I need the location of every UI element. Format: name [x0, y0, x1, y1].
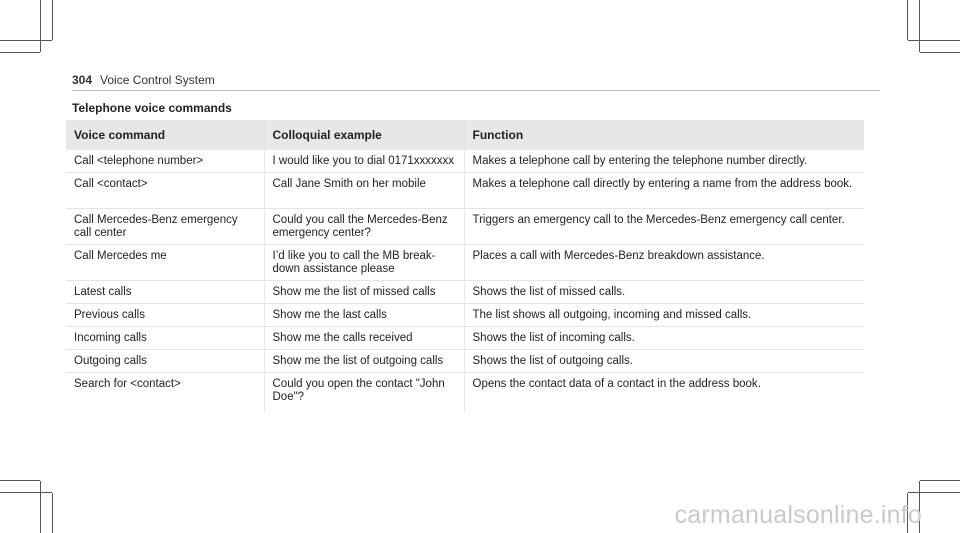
crop-mark [0, 480, 40, 481]
cell-example: I’d like you to call the MB break-down assistance please [264, 245, 464, 281]
cell-command: Incoming calls [66, 327, 264, 350]
cell-function: Triggers an emergency call to the Mercedes-Benz emergency call center. [464, 209, 864, 245]
page-header [72, 73, 880, 87]
column-header-colloquial-example: Colloquial example [264, 120, 464, 150]
page-title: Telephone voice commands [72, 101, 232, 115]
cell-command: Outgoing calls [66, 350, 264, 373]
cell-example: Show me the calls received [264, 327, 464, 350]
cell-example: Call Jane Smith on her mobile [264, 173, 464, 209]
crop-mark [0, 40, 52, 41]
table-row [66, 245, 864, 281]
table-row [66, 350, 864, 373]
cell-function: Makes a telephone call directly by entering a name from the address book. [464, 173, 864, 209]
section-name: Voice Control System [100, 73, 215, 87]
crop-mark [40, 0, 41, 52]
cell-command: Search for <contact> [74, 378, 181, 390]
crop-mark [920, 480, 960, 481]
cell-command: Call <telephone number> [66, 150, 264, 173]
column-header-voice-command: Voice command [66, 120, 264, 150]
crop-mark [920, 52, 960, 53]
cell-example: I would like you to dial 0171xxxxxxx [264, 150, 464, 173]
header-divider [72, 90, 880, 91]
crop-mark [52, 0, 53, 40]
table-row [66, 327, 864, 350]
cell-function: Opens the contact data of a contact in the address book. [464, 373, 864, 413]
crop-mark [40, 481, 41, 533]
cell-function: Places a call with Mercedes-Benz breakdown assistance. [464, 245, 864, 281]
crop-mark [0, 492, 52, 493]
table-row [66, 304, 864, 327]
page-number: 304 [72, 73, 93, 87]
crop-mark [908, 492, 960, 493]
table-row [66, 209, 864, 245]
table-header-row [66, 120, 864, 150]
watermark: carmanualsonline.info [674, 501, 922, 529]
table-row [66, 150, 864, 173]
cell-function: Shows the list of outgoing calls. [464, 350, 864, 373]
table-row [66, 173, 864, 209]
cell-example: Show me the list of outgoing calls [264, 350, 464, 373]
crop-mark [52, 493, 53, 533]
cell-function: Shows the list of incoming calls. [464, 327, 864, 350]
cell-command: Call <contact> [66, 173, 264, 209]
cell-example: Show me the list of missed calls [264, 281, 464, 304]
cell-command: Previous calls [66, 304, 264, 327]
cell-example: Could you call the Mercedes-Benz emergency center? [264, 209, 464, 245]
table-row [66, 373, 864, 413]
cell-function: The list shows all outgoing, incoming and missed calls. [464, 304, 864, 327]
column-header-function: Function [464, 120, 864, 150]
cell-example: Could you open the contact "John Doe"? [264, 373, 464, 413]
cell-command: Call Mercedes me [66, 245, 264, 281]
cell-example: Show me the last calls [264, 304, 464, 327]
crop-mark [908, 40, 960, 41]
voice-commands-table [66, 120, 864, 412]
cell-command: Call Mercedes-Benz emergency call center [66, 209, 264, 245]
crop-mark [0, 52, 40, 53]
crop-mark [907, 0, 908, 40]
cell-function: Shows the list of missed calls. [464, 281, 864, 304]
cell-command: Latest calls [66, 281, 264, 304]
table-row [66, 281, 864, 304]
crop-mark [919, 0, 920, 52]
cell-function: Makes a telephone call by entering the telephone number directly. [464, 150, 864, 173]
